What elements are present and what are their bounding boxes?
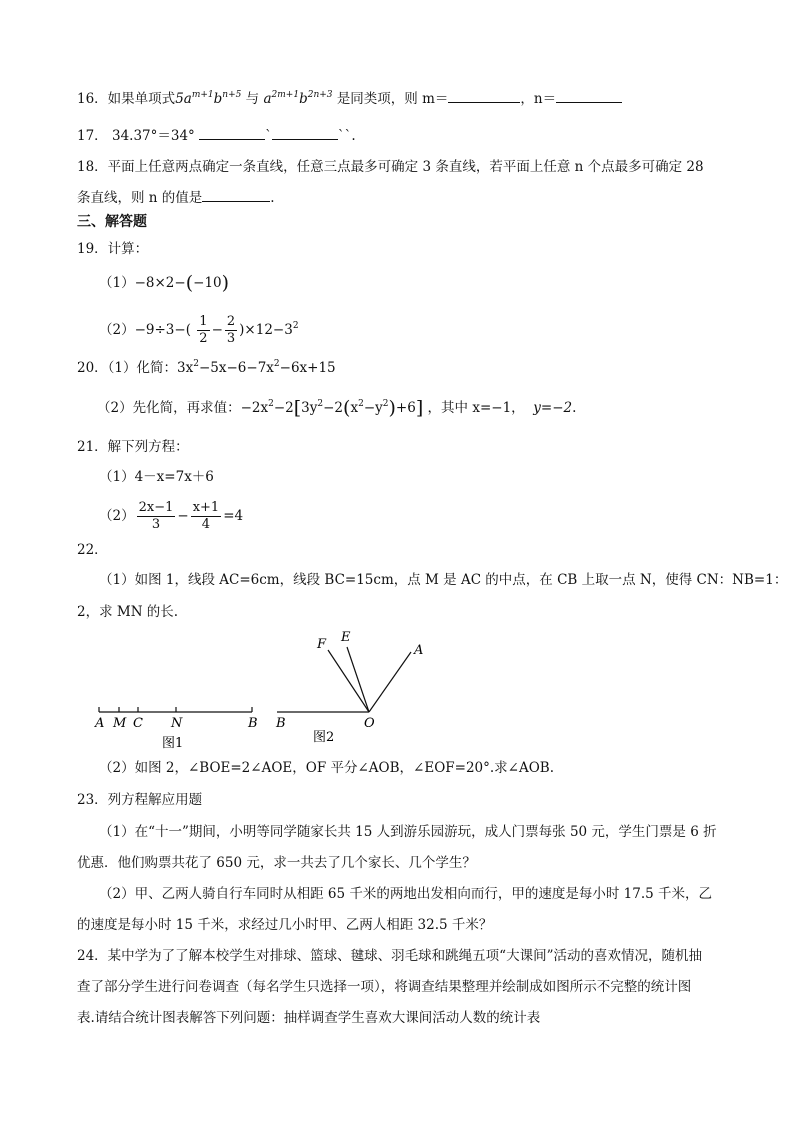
label-e: E (341, 630, 351, 645)
question-22-title: 22． (77, 542, 108, 558)
question-20-part-2: （2）先化简，再求值：$-2x^2-2[3y^2-2(x^2-y^2)+6]$ ，其中 x=−1， y=−2. (97, 397, 577, 419)
label-c: C (133, 716, 143, 731)
fraction-2x-1-over-3: $\frac{2x-1}{3}$ (138, 500, 174, 532)
label-b2: B (276, 716, 286, 731)
label-f: F (317, 637, 327, 652)
ray-oe (347, 647, 369, 712)
monomial-2: $a^{2m+1}b^{2n+3}$ (263, 90, 333, 107)
question-18-line1: 18．平面上任意两点确定一条直线，任意三点最多可确定 3 条直线，若平面上任意 n 个点最多可确定 28 (77, 159, 704, 175)
question-18-line2: 条直线，则 n 的值是 . (77, 186, 275, 208)
question-23-part-1-line1: （1）在“十一”期间，小明等同学随家长共 15 人到游乐园游玩，成人门票每张 50 元，学生门票是 6 折 (99, 824, 717, 840)
question-19-part-1: （1）−8×2−(−10) (99, 272, 230, 294)
ray-oa (369, 652, 411, 712)
label-m: M (113, 716, 127, 731)
question-22-part-1-line1: （1）如图 1，线段 AC=6cm，线段 BC=15cm，点 M 是 AC 的中点，在 CB 上取一点 N，使得 CN：NB=1： (99, 572, 788, 588)
question-17: 17． 34.37°＝34° ˋ ˋˋ. (77, 124, 356, 146)
fraction-1-2: $\frac{1}{2}$ (199, 314, 208, 346)
fraction-2-3: $\frac{2}{3}$ (226, 314, 236, 346)
figure-2 (275, 630, 423, 745)
label-o: O (364, 716, 375, 731)
fraction-x+1-over-4: $\frac{x+1}{4}$ (192, 500, 220, 532)
question-24-line1: 24．某中学为了了解本校学生对排球、篮球、毽球、羽毛球和跳绳五项“大课间”活动的喜欢情况，随机抽 (77, 948, 702, 964)
question-19-title: 19．计算： (77, 241, 149, 257)
label-a: A (95, 716, 105, 731)
section-title-3: 三、解答题 (77, 214, 147, 230)
question-22-part-1-line2: 2，求 MN 的长. (77, 604, 179, 620)
label-a2: A (414, 643, 424, 658)
question-23-part-2-line2: 的速度是每小时 15 千米，求经过几小时甲、乙两人相距 32.5 千米？ (77, 917, 493, 933)
question-23-title: 23．列方程解应用题 (77, 792, 203, 808)
question-23-part-2-line1: （2）甲、乙两人骑自行车同时从相距 65 千米的两地出发相向而行，甲的速度是每小时 17.5 千米，乙 (99, 886, 712, 902)
label-b: B (248, 716, 258, 731)
question-24-line2: 查了部分学生进行问卷调查（每名学生只选择一项），将调查结果整理并绘制成如图所示不完整的统计图 (77, 979, 692, 995)
question-20-part-1: 20．（1）化简：$3x^2-5x-6-7x^2-6x+15$ (77, 359, 336, 376)
question-24-line3: 表.请结合统计图表解答下列问题：抽样调查学生喜欢大课间活动人数的统计表 (77, 1010, 541, 1026)
figure-2-caption: 图2 (313, 730, 335, 745)
question-19-part-2: （2）−9÷3−( $\frac{1}{2}$ − $\frac{2}{3}$ )$\times 12-3^2$ (99, 314, 299, 346)
question-22-part-2: （2）如图 2，∠BOE=2∠AOE，OF 平分∠AOB，∠EOF=20°.求∠AOB. (99, 760, 555, 776)
figure-1 (94, 707, 258, 751)
question-21-part-2: （2） $\frac{2x-1}{3}$ − $\frac{x+1}{4}$ =4 (99, 500, 244, 532)
question-21-title: 21．解下列方程： (77, 439, 189, 455)
question-21-part-1: （1）4－x=7x＋6 (99, 469, 214, 485)
ray-of (328, 650, 369, 712)
question-16: 16．如果单项式$5a^{m+1}b^{n+5}$ 与 $a^{2m+1}b^{2n+3}$ 是同类项，则 m＝ ，n＝ (77, 87, 622, 109)
figure-1-caption: 图1 (162, 736, 184, 751)
label-n: N (171, 716, 183, 731)
monomial-1: $5a^{m+1}b^{n+5}$ (175, 90, 242, 107)
question-23-part-1-line2: 优惠．他们购票共花了 650 元，求一共去了几个家长、几个学生？ (77, 855, 476, 871)
